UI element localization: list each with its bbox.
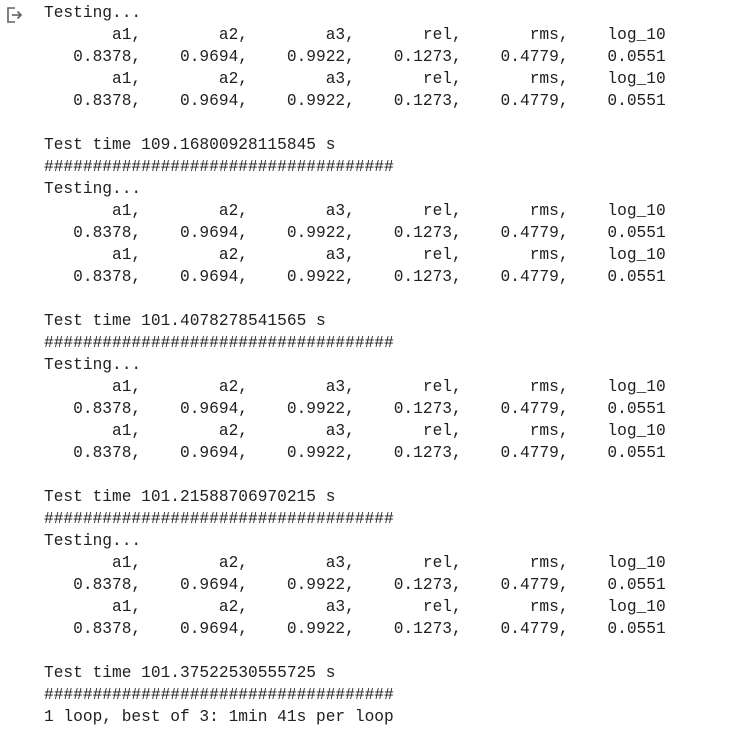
output-line: Testing... — [44, 356, 142, 374]
output-line: Test time 109.16800928115845 s — [44, 136, 336, 154]
output-text — [44, 2, 666, 728]
output-line: 0.8378, 0.9694, 0.9922, 0.1273, 0.4779, 0.0551 — [44, 92, 666, 110]
output-line: 0.8378, 0.9694, 0.9922, 0.1273, 0.4779, 0.0551 — [44, 400, 666, 418]
output-line: 0.8378, 0.9694, 0.9922, 0.1273, 0.4779, 0.0551 — [44, 48, 666, 66]
output-line: a1, a2, a3, rel, rms, log_10 — [44, 26, 666, 44]
output-line: 0.8378, 0.9694, 0.9922, 0.1273, 0.4779, 0.0551 — [44, 444, 666, 462]
output-line: 0.8378, 0.9694, 0.9922, 0.1273, 0.4779, 0.0551 — [44, 576, 666, 594]
output-line: a1, a2, a3, rel, rms, log_10 — [44, 70, 666, 88]
output-line: #################################### — [44, 510, 394, 528]
output-line — [44, 112, 666, 134]
output-line: Test time 101.21588706970215 s — [44, 488, 336, 506]
output-line: #################################### — [44, 334, 394, 352]
output-line: #################################### — [44, 686, 394, 704]
output-line: a1, a2, a3, rel, rms, log_10 — [44, 378, 666, 396]
output-line — [44, 288, 666, 310]
output-line: a1, a2, a3, rel, rms, log_10 — [44, 554, 666, 572]
output-line: a1, a2, a3, rel, rms, log_10 — [44, 598, 666, 616]
output-line: 0.8378, 0.9694, 0.9922, 0.1273, 0.4779, 0.0551 — [44, 620, 666, 638]
output-line: 0.8378, 0.9694, 0.9922, 0.1273, 0.4779, 0.0551 — [44, 268, 666, 286]
output-line: 1 loop, best of 3: 1min 41s per loop — [44, 708, 394, 726]
output-redirect-icon-graphic — [4, 5, 24, 25]
output-line: Testing... — [44, 4, 142, 22]
output-line: a1, a2, a3, rel, rms, log_10 — [44, 246, 666, 264]
output-line: Test time 101.37522530555725 s — [44, 664, 336, 682]
output-line — [44, 640, 666, 662]
output-line: Testing... — [44, 180, 142, 198]
output-line: a1, a2, a3, rel, rms, log_10 — [44, 202, 666, 220]
output-line: a1, a2, a3, rel, rms, log_10 — [44, 422, 666, 440]
output-redirect-icon[interactable] — [4, 5, 24, 25]
output-line — [44, 464, 666, 486]
output-line: Testing... — [44, 532, 142, 550]
output-line: #################################### — [44, 158, 394, 176]
output-line: Test time 101.4078278541565 s — [44, 312, 326, 330]
output-line: 0.8378, 0.9694, 0.9922, 0.1273, 0.4779, 0.0551 — [44, 224, 666, 242]
